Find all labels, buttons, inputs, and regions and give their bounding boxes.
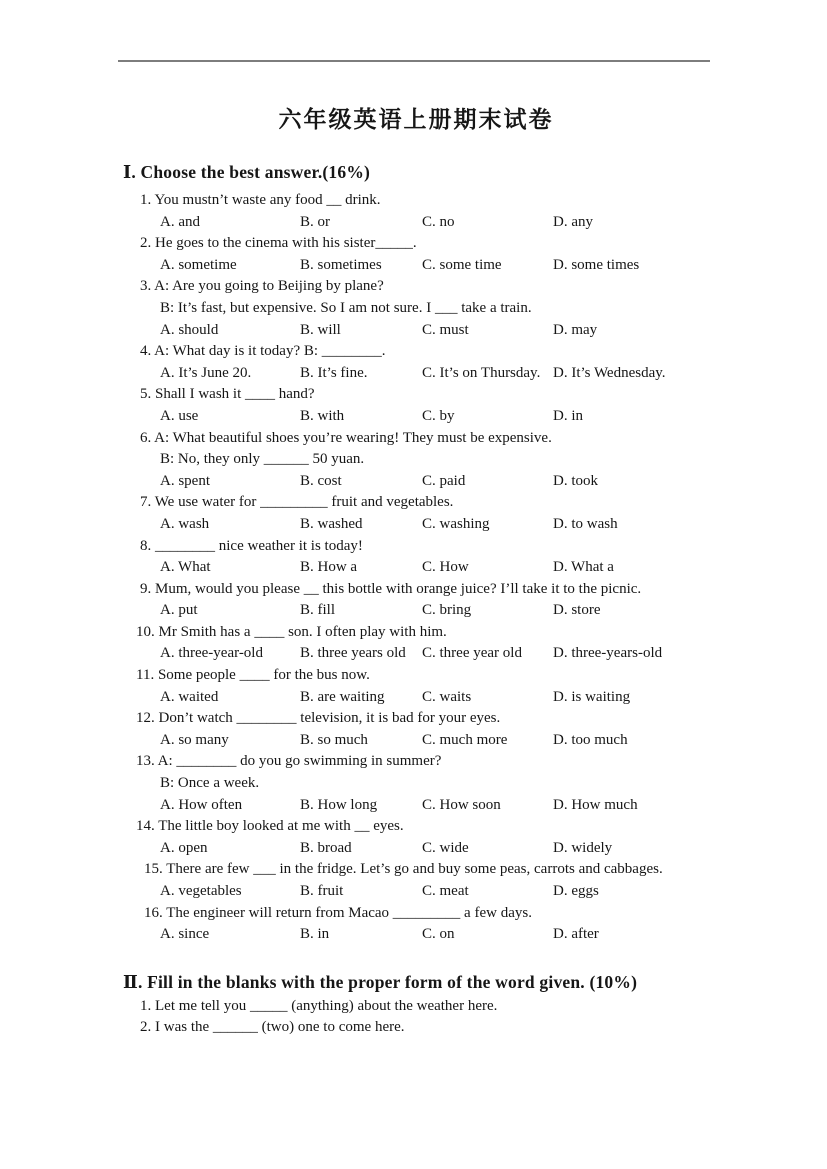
options-row [123, 600, 709, 622]
question-6 [123, 428, 709, 493]
option-a: A. open [160, 839, 208, 856]
option-c: C. three year old [422, 645, 522, 662]
section-1-heading: Ⅰ. Choose the best answer.(16%) [123, 162, 371, 182]
question-text: 4. A: What day is it today? B: ________. [140, 343, 386, 360]
option-c: C. much more [422, 731, 508, 748]
page-title: 六年级英语上册期末试卷 [278, 107, 554, 132]
option-b: B. broad [300, 839, 352, 856]
option-d: D. It’s Wednesday. [553, 364, 666, 381]
option-b: B. How long [300, 796, 378, 813]
question-2 [123, 233, 709, 276]
options-row [123, 730, 709, 752]
option-b: B. How a [300, 559, 358, 576]
option-b: B. fruit [300, 883, 344, 899]
option-d: D. to wash [553, 515, 618, 532]
option-a: A. should [160, 321, 219, 338]
option-d: D. too much [553, 731, 628, 748]
question-text: 16. The engineer will return from Macao _________ a few days. [144, 904, 532, 921]
option-b: B. will [300, 321, 341, 338]
option-a: A. use [160, 407, 199, 424]
question-text: 5. Shall I wash it ____ hand? [140, 386, 315, 403]
option-b: B. fill [300, 602, 336, 619]
question-8 [123, 536, 709, 579]
option-c: C. meat [422, 883, 469, 899]
option-d: D. eggs [553, 883, 599, 899]
options-row [123, 881, 709, 903]
question-16 [123, 903, 709, 946]
options-row [123, 643, 709, 665]
option-c: C. bring [422, 602, 472, 619]
option-d: D. three-years-old [553, 645, 663, 662]
question-15 [123, 859, 709, 902]
option-d: D. after [553, 926, 599, 943]
option-c: C. paid [422, 472, 466, 489]
option-b: B. sometimes [300, 256, 382, 273]
options-row [123, 212, 709, 234]
option-b: B. cost [300, 472, 342, 489]
options-row [123, 557, 709, 579]
question-text: 11. Some people ____ for the bus now. [136, 667, 370, 684]
options-row [123, 320, 709, 342]
options-row [123, 838, 709, 860]
option-d: D. may [553, 321, 598, 338]
option-b: B. washed [300, 515, 363, 532]
option-c: C. wide [422, 839, 469, 856]
option-c: C. must [422, 321, 469, 338]
section-1-questions [123, 190, 709, 946]
question-3 [123, 276, 709, 341]
fill-blank-item-1: 1. Let me tell you _____ (anything) about the weather here. [140, 997, 498, 1014]
question-text: 10. Mr Smith has a ____ son. I often play with him. [136, 623, 447, 640]
option-d: D. How much [553, 796, 638, 813]
option-b: B. It’s fine. [300, 364, 368, 381]
options-row [123, 406, 709, 428]
option-a: A. since [160, 926, 210, 943]
question-14 [123, 816, 709, 859]
option-c: C. on [422, 926, 455, 943]
fill-blank-item-2: 2. I was the ______ (two) one to come here. [140, 1019, 405, 1036]
option-a: A. What [160, 559, 211, 576]
question-text-line-2: B: No, they only ______ 50 yuan. [160, 451, 365, 468]
option-a: A. and [160, 213, 200, 230]
question-9 [123, 579, 709, 622]
question-1 [123, 190, 709, 233]
options-row [123, 255, 709, 277]
option-b: B. three years old [300, 645, 406, 662]
option-c: C. some time [422, 256, 502, 273]
question-text: 9. Mum, would you please __ this bottle with orange juice? I’ll take it to the picnic. [140, 580, 642, 597]
option-d: D. in [553, 407, 583, 424]
option-b: B. or [300, 213, 330, 230]
option-d: D. store [553, 602, 601, 619]
question-7 [123, 492, 709, 535]
options-row [123, 471, 709, 493]
option-a: A. spent [160, 472, 210, 489]
question-12 [123, 708, 709, 751]
option-c: C. It’s on Thursday. [422, 364, 541, 381]
option-c: C. by [422, 407, 455, 424]
option-b: B. so much [300, 731, 368, 748]
option-a: A. three-year-old [160, 645, 263, 662]
option-a: A. so many [160, 731, 229, 748]
section-2-heading: Ⅱ. Fill in the blanks with the proper form of the word given. (10%) [123, 971, 638, 992]
question-text: 1. You mustn’t waste any food __ drink. [140, 192, 381, 208]
question-5 [123, 384, 709, 427]
option-c: C. How [422, 559, 469, 576]
option-a: A. How often [160, 796, 243, 813]
option-b: B. in [300, 926, 330, 943]
option-d: D. took [553, 472, 598, 489]
question-text-line-2: B: It’s fast, but expensive. So I am not sure. I ___ take a train. [160, 299, 532, 316]
option-d: D. some times [553, 256, 640, 273]
option-b: B. are waiting [300, 688, 385, 705]
question-text: 14. The little boy looked at me with __ eyes. [136, 818, 404, 835]
question-4 [123, 341, 709, 384]
question-text: 7. We use water for _________ fruit and vegetables. [140, 494, 454, 511]
option-c: C. waits [422, 688, 472, 705]
option-c: C. How soon [422, 796, 501, 813]
question-text: 2. He goes to the cinema with his sister_____. [140, 235, 417, 252]
question-text: 15. There are few ___ in the fridge. Let’s go and buy some peas, carrots and cabbages. [144, 861, 663, 878]
option-c: C. no [422, 213, 455, 230]
question-text-line-2: B: Once a week. [160, 775, 260, 792]
options-row [123, 514, 709, 536]
option-a: A. It’s June 20. [160, 364, 252, 381]
options-row [123, 924, 709, 946]
options-row [123, 363, 709, 385]
option-d: D. widely [553, 839, 613, 856]
option-d: D. What a [553, 559, 614, 576]
option-a: A. waited [160, 688, 219, 705]
question-10 [123, 622, 709, 665]
option-a: A. wash [160, 515, 210, 532]
question-text: 3. A: Are you going to Beijing by plane? [140, 278, 384, 295]
question-text: 6. A: What beautiful shoes you’re wearing! They must be expensive. [140, 429, 552, 446]
question-text: 8. ________ nice weather it is today! [140, 537, 363, 554]
option-a: A. vegetables [160, 883, 242, 899]
question-text: 13. A: ________ do you go swimming in summer? [136, 753, 442, 770]
option-b: B. with [300, 407, 345, 424]
options-row [123, 795, 709, 817]
page-content [123, 0, 709, 1039]
section-2-items [123, 996, 709, 1039]
option-d: D. any [553, 213, 593, 230]
question-11 [123, 665, 709, 708]
options-row [123, 687, 709, 709]
option-c: C. washing [422, 515, 490, 532]
option-a: A. sometime [160, 256, 237, 273]
question-13 [123, 751, 709, 816]
option-a: A. put [160, 602, 198, 619]
option-d: D. is waiting [553, 688, 631, 705]
question-text: 12. Don’t watch ________ television, it is bad for your eyes. [136, 710, 501, 727]
